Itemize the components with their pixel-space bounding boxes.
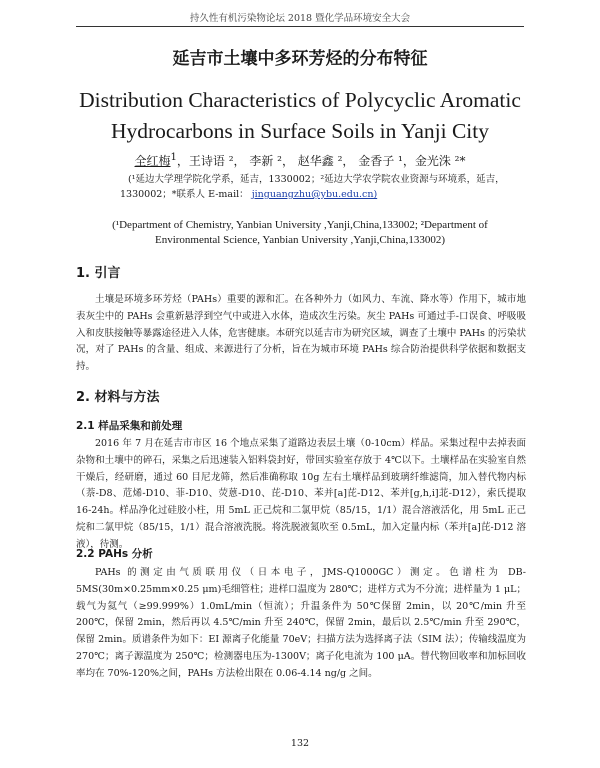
other-authors: ，王诗语 ²， 李新 ²， 赵华鑫 ²， 金香子 ¹，金光洙 ²* <box>176 154 466 168</box>
running-header: 持久性有机污染物论坛 2018 暨化学品环境安全大会 <box>189 13 411 24</box>
affiliation-chinese-text: (¹延边大学理学院化学系，延吉，1330002；²延边大学农学院农业资源与环境系，延吉，1330002；*联系人 E-mail： <box>120 174 505 200</box>
page-number: 132 <box>290 738 310 749</box>
title-chinese: 延吉市土壤中多环芳烃的分布特征 <box>172 49 428 69</box>
analysis-paragraph: PAHs 的测定由气质联用仪（日本电子，JMS-Q1000GC）测定。色谱柱为 DB-5MS(30m×0.25mm×0.25 μm)毛细管柱；进样口温度为 280℃；进样方式为不分流；进样量为 1 μL；载气为氦气（≥99.999%）1.0mL/min（恒流）；升温条件为 50℃保留 2min，以 20℃/min 升至 200℃，保留 2min，然后再以 4.5℃/min 升至 240℃，保留 2min，最后以 2.5℃/min 升至 290℃，保留 2min。质谱条件为如下：EI 源离子化能量 70eV；扫描方法为选择离子法（SIM 法）；传输线温度为 270℃；离子源温度为 250℃；检测器电压为-1300V；离子化电流为 100 μA。替代物回收率和加标回收率均在 70%-120%之间，PAHs 方法检出限在 0.06-4.14 ng/g 之间。 <box>76 567 526 679</box>
contact-email-link[interactable]: jinguangzhu@ybu.edu.cn) <box>251 189 378 200</box>
header-rule <box>76 26 524 27</box>
sampling-paragraph: 2016 年 7 月在延吉市市区 16 个地点采集了道路边表层土壤（0-10cm）样品。采集过程中去掉表面杂物和土壤中的碎石，采集之后迅速装入铝料袋封好，带回实验室存放于 4℃以下。土壤样品在实验室自然干燥后，经研磨，通过 60 目尼龙筛，然后准确称取 10g 左右土壤样品到玻璃纤维滤筒，加入替代物内标（萘-D8、苊烯-D10、菲-D10、荧蒽-D10、芘-D10、苯并[a]芘-D12、苯并[g,h,i]苝-D12），索氏提取 16-24h。样品净化过硅胶小柱，用 5mL 正己烷和二氯甲烷（85/15，1/1）混合溶液活化，用 5mL 正己烷和二氯甲烷（85/15，1/1）混合溶液洗脱。将洗脱液氮吹至 0.5mL，加入定量内标（苯并[a]芘-D12 溶液），待测。 <box>76 438 526 550</box>
title-english-line1: Distribution Characteristics of Polycyclic Aromatic <box>79 88 521 112</box>
affiliation-english: (¹Department of Chemistry, Yanbian University ,Yanji,China,133002; ²Department of Environmental Science, Yanbian University ,Yanji,China,133002) <box>112 219 488 246</box>
subsection-heading-sampling: 2.1 样品采集和前处理 <box>76 420 183 432</box>
introduction-paragraph: 土壤是环境多环芳烃（PAHs）重要的源和汇。在各种外力（如风力、车流、降水等）作用下，城市地表灰尘中的 PAHs 会重新悬浮到空气中或进入水体，造成次生污染。灰尘 PAHs 可通过手-口误食、呼吸吸入和皮肤接触等暴露途径进入人体，危害健康。本研究以延吉市为研究区域，调查了土壤中 PAHs 的污染状况，对了 PAHs 的含量、组成、来源进行了分析，旨在为城市环境 PAHs 综合防治提供科学依据和数据支持。 <box>76 294 526 373</box>
section-heading-methods: 2. 材料与方法 <box>76 390 160 405</box>
section-heading-introduction: 1. 引言 <box>76 266 121 281</box>
first-author-affiliation: 1 <box>170 152 177 163</box>
title-english-line2: Hydrocarbons in Surface Soils in Yanji City <box>110 119 490 143</box>
author-list <box>0 152 600 169</box>
subsection-heading-analysis: 2.2 PAHs 分析 <box>76 548 153 560</box>
first-author: 全红梅 <box>134 154 171 168</box>
affiliation-chinese <box>120 172 505 202</box>
